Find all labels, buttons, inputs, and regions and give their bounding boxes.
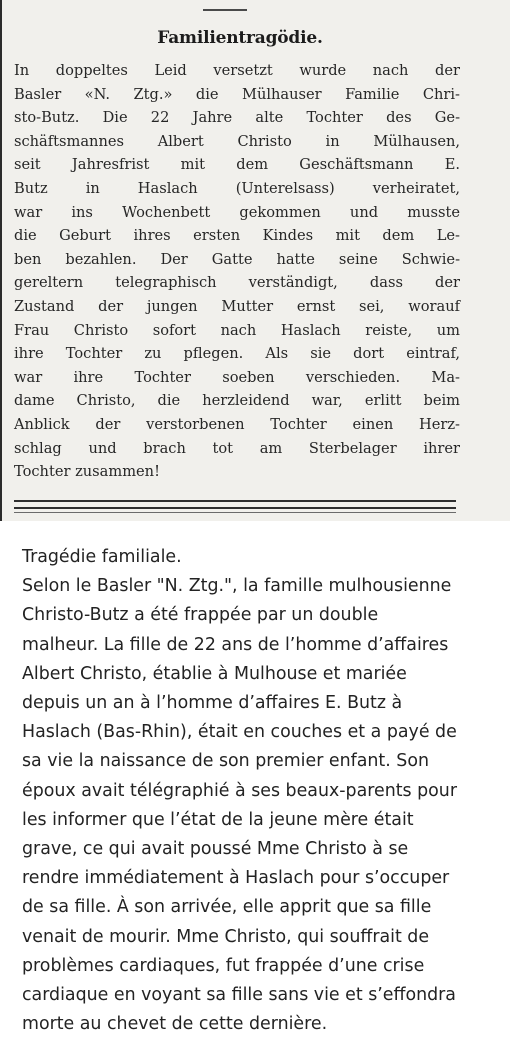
translation-line: époux avait télégraphié à ses beaux-parents pour: [22, 780, 457, 801]
clipping-line: ben bezahlen. Der Gatte hatte seine Schwie-: [14, 250, 460, 268]
clipping-line: Tochter zusammen!: [14, 463, 160, 481]
translation-title: Tragédie familiale.: [22, 547, 182, 567]
translation-line: malheur. La fille de 22 ans de l’homme d’affaires: [22, 634, 449, 655]
clipping-line: war ins Wochenbett gekommen und musste: [14, 203, 460, 221]
translation-line: Christo-Butz a été frappée par un double: [22, 605, 379, 626]
bottom-rule: [14, 500, 456, 502]
clipping-line: Frau Christo sofort nach Haslach reiste, um: [14, 321, 460, 339]
clipping-line: war ihre Tochter soeben verschieden. Ma-: [14, 368, 460, 386]
translation-line: sa vie la naissance de son premier enfant. Son: [22, 751, 429, 772]
clipping-line: Butz in Haslach (Unterelsass) verheiratet,: [14, 179, 460, 197]
translation-line: Albert Christo, établie à Mulhouse et mariée: [22, 663, 407, 684]
clipping-line: ihre Tochter zu pflegen. Als sie dort eintraf,: [14, 345, 460, 363]
clipping-line: Basler «N. Ztg.» die Mülhauser Familie Chri-: [14, 85, 460, 103]
bottom-rule: [14, 507, 456, 509]
clipping-line: sto-Butz. Die 22 Jahre alte Tochter des Ge-: [14, 109, 460, 127]
clipping-line: schäftsmannes Albert Christo in Mülhausen,: [14, 132, 460, 150]
clipping-line: In doppeltes Leid versetzt wurde nach der: [14, 62, 460, 79]
translation-line: venait de mourir. Mme Christo, qui souffrait de: [22, 926, 430, 947]
bottom-rule: [14, 512, 456, 513]
clipping-line: die Geburt ihres ersten Kindes mit dem Le-: [14, 227, 460, 245]
translation-line: morte au chevet de cette dernière.: [22, 1014, 328, 1035]
translation-line: depuis un an à l’homme d’affaires E. Butz à: [22, 693, 403, 714]
translation-line: de sa fille. À son arrivée, elle apprit que sa fille: [22, 897, 432, 918]
clipping-line: schlag und brach tot am Sterbelager ihrer: [14, 439, 460, 457]
clipping-line: Zustand der jungen Mutter ernst sei, worauf: [14, 297, 460, 315]
clipping-title: Familientragödie.: [157, 28, 323, 48]
translation-line: problèmes cardiaques, fut frappée d’une crise: [22, 955, 425, 976]
translation-line: rendre immédiatement à Haslach pour s’occuper: [22, 868, 450, 889]
clipping-body: [14, 59, 460, 484]
translation-line: Haslach (Bas-Rhin), était en couches et a payé de: [22, 722, 457, 743]
translation-line: les informer que l’état de la jeune mère était: [22, 809, 414, 830]
translation-line: grave, ce qui avait poussé Mme Christo à se: [22, 839, 409, 860]
translation-line: cardiaque en voyant sa fille sans vie et s’effondra: [22, 985, 456, 1006]
clipping-line: dame Christo, die herzleidend war, erlitt beim: [14, 392, 460, 410]
top-rule: [203, 9, 247, 11]
clipping-line: gereltern telegraphisch verständigt, dass der: [14, 274, 460, 292]
translation-line: Selon le Basler "N. Ztg.", la famille mulhousienne: [22, 576, 452, 597]
french-translation: [22, 543, 492, 1039]
clipping-edge: [0, 0, 2, 521]
clipping-line: seit Jahresfrist mit dem Geschäftsmann E.: [14, 156, 460, 174]
clipping-line: Anblick der verstorbenen Tochter einen Herz-: [14, 415, 460, 433]
